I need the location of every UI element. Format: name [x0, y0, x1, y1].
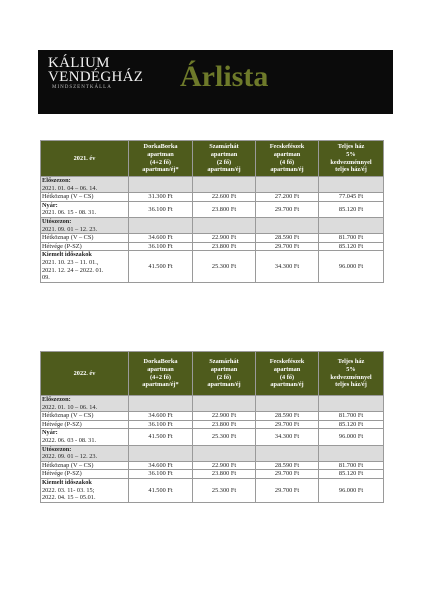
- table-row: [41, 217, 384, 233]
- column-header-fecskefeszek: Fecskefészek apartman (4 fő) apartman/éj: [256, 352, 319, 396]
- price-cell: 96.000 Ft: [319, 251, 384, 282]
- column-header-dorkaborka: DorkaBorka apartman (4+2 fő) apartman/éj*: [129, 352, 193, 396]
- period-label: [41, 193, 129, 202]
- table-row: [41, 412, 384, 421]
- price-cell: 28.590 Ft: [256, 412, 319, 421]
- price-cell: 36.100 Ft: [129, 470, 193, 479]
- price-cell: [256, 217, 319, 233]
- price-cell: [193, 396, 256, 412]
- period-text: Hétvége (P-SZ): [42, 470, 82, 478]
- period-label: [41, 420, 129, 429]
- period-label: [41, 201, 129, 217]
- price-cell: 77.045 Ft: [319, 193, 384, 202]
- price-cell: 31.300 Ft: [129, 193, 193, 202]
- price-cell: [193, 445, 256, 461]
- season-name: Utószezon:: [42, 445, 72, 453]
- period-label: [41, 429, 129, 445]
- table-row: [41, 251, 384, 282]
- logo-subtitle: MINDSZENTKÁLLA: [52, 85, 112, 90]
- table-row: [41, 445, 384, 461]
- column-header-dorkaborka: DorkaBorka apartman (4+2 fő) apartman/éj*: [129, 141, 193, 177]
- table-row: [41, 478, 384, 502]
- period-label: [41, 461, 129, 470]
- period-label: [41, 242, 129, 251]
- period-text: 2021. 12. 24 – 2022. 01.: [42, 266, 104, 274]
- price-cell: 96.000 Ft: [319, 429, 384, 445]
- price-cell: 23.800 Ft: [193, 201, 256, 217]
- price-cell: 85.120 Ft: [319, 470, 384, 479]
- table-row: [41, 420, 384, 429]
- table-row: [41, 177, 384, 193]
- price-cell: 22.900 Ft: [193, 461, 256, 470]
- price-cell: 41.500 Ft: [129, 478, 193, 502]
- year-header: 2022. év: [41, 352, 129, 396]
- period-label: [41, 217, 129, 233]
- price-cell: 34.600 Ft: [129, 412, 193, 421]
- period-label: [41, 234, 129, 243]
- price-cell: 25.300 Ft: [193, 429, 256, 445]
- column-header-teljes-haz: Teljes ház 5% kedvezménnyel teljes ház/éj: [319, 141, 384, 177]
- table-row: [41, 470, 384, 479]
- period-text: 2021. 01. 04 – 06. 14.: [42, 184, 98, 192]
- period-text: Hétköznap (V – CS): [42, 193, 94, 201]
- period-text: 2022. 03. 11- 03. 15;: [42, 486, 95, 494]
- table-row: [41, 396, 384, 412]
- price-cell: 23.800 Ft: [193, 242, 256, 251]
- season-name: Előszezon:: [42, 177, 71, 184]
- price-cell: 34.600 Ft: [129, 234, 193, 243]
- price-cell: [256, 445, 319, 461]
- price-cell: 22.900 Ft: [193, 412, 256, 421]
- year-header: 2021. év: [41, 141, 129, 177]
- rows-2021: [41, 177, 384, 283]
- price-cell: 28.590 Ft: [256, 234, 319, 243]
- table-header-row: [41, 141, 384, 177]
- price-cell: [129, 445, 193, 461]
- page-title: Árlista: [180, 60, 269, 93]
- logo: [48, 56, 143, 84]
- price-cell: 22.900 Ft: [193, 234, 256, 243]
- price-cell: 41.500 Ft: [129, 429, 193, 445]
- price-cell: [193, 177, 256, 193]
- price-cell: 22.600 Ft: [193, 193, 256, 202]
- price-cell: 29.700 Ft: [256, 420, 319, 429]
- column-header-szamarhat: Szamárhát apartman (2 fő) apartman/éj: [193, 141, 256, 177]
- price-cell: 29.700 Ft: [256, 470, 319, 479]
- period-text: Hétköznap (V – CS): [42, 234, 94, 242]
- table-row: [41, 461, 384, 470]
- logo-line-1: KÁLIUM: [48, 55, 110, 71]
- price-cell: [319, 396, 384, 412]
- period-text: 2022. 09. 01 – 12. 23.: [42, 453, 98, 461]
- period-text: Hétvége (P-SZ): [42, 420, 82, 428]
- period-label: [41, 470, 129, 479]
- season-name: Kiemelt időszakok: [42, 478, 92, 486]
- price-cell: 85.120 Ft: [319, 420, 384, 429]
- price-cell: [129, 177, 193, 193]
- period-label: [41, 478, 129, 502]
- season-name: Nyár:: [42, 201, 58, 209]
- period-text: 2021. 06. 15 - 08. 31.: [42, 209, 97, 217]
- period-text: Hétköznap (V – CS): [42, 461, 94, 469]
- logo-line-2: VENDÉGHÁZ: [48, 69, 144, 85]
- price-cell: 81.700 Ft: [319, 412, 384, 421]
- period-label: [41, 445, 129, 461]
- price-cell: 85.120 Ft: [319, 201, 384, 217]
- price-cell: 36.100 Ft: [129, 242, 193, 251]
- price-cell: 36.100 Ft: [129, 201, 193, 217]
- price-cell: [319, 217, 384, 233]
- price-cell: [319, 177, 384, 193]
- price-cell: 34.300 Ft: [256, 429, 319, 445]
- price-cell: [129, 396, 193, 412]
- price-cell: 85.120 Ft: [319, 242, 384, 251]
- price-table-2021: [40, 140, 384, 283]
- period-label: [41, 251, 129, 282]
- table-row: [41, 234, 384, 243]
- table-row: [41, 193, 384, 202]
- price-cell: 27.200 Ft: [256, 193, 319, 202]
- table-row: [41, 201, 384, 217]
- price-cell: [256, 396, 319, 412]
- period-text: Hétköznap (V – CS): [42, 412, 94, 420]
- table-row: [41, 242, 384, 251]
- price-cell: 23.800 Ft: [193, 420, 256, 429]
- price-cell: 29.700 Ft: [256, 478, 319, 502]
- price-cell: 34.300 Ft: [256, 251, 319, 282]
- period-label: [41, 177, 129, 193]
- season-name: Nyár:: [42, 429, 58, 437]
- price-table-2022: [40, 351, 384, 503]
- period-text: Hétvége (P-SZ): [42, 242, 82, 250]
- price-cell: 81.700 Ft: [319, 234, 384, 243]
- period-text: 2022. 01. 10 – 06. 14.: [42, 403, 98, 411]
- price-cell: 23.800 Ft: [193, 470, 256, 479]
- period-text: 2021. 09. 01 – 12. 23.: [42, 225, 98, 233]
- price-cell: [256, 177, 319, 193]
- period-label: [41, 412, 129, 421]
- period-text: 09.: [42, 274, 50, 282]
- season-name: Utószezon:: [42, 217, 72, 225]
- price-cell: 29.700 Ft: [256, 242, 319, 251]
- price-cell: 81.700 Ft: [319, 461, 384, 470]
- price-cell: 41.500 Ft: [129, 251, 193, 282]
- season-name: Kiemelt időszakok: [42, 251, 92, 259]
- season-name: Előszezon:: [42, 396, 71, 403]
- price-cell: [129, 217, 193, 233]
- price-cell: 96.000 Ft: [319, 478, 384, 502]
- rows-2022: [41, 396, 384, 503]
- table-header-row: [41, 352, 384, 396]
- price-cell: 25.300 Ft: [193, 251, 256, 282]
- column-header-szamarhat: Szamárhát apartman (2 fő) apartman/éj: [193, 352, 256, 396]
- price-cell: 36.100 Ft: [129, 420, 193, 429]
- period-text: 2022. 04. 15 – 05.01.: [42, 494, 96, 502]
- price-cell: [193, 217, 256, 233]
- period-text: 2022. 06. 03 - 08. 31.: [42, 436, 97, 444]
- price-cell: 34.600 Ft: [129, 461, 193, 470]
- price-cell: 28.590 Ft: [256, 461, 319, 470]
- period-label: [41, 396, 129, 412]
- column-header-teljes-haz: Teljes ház 5% kedvezménnyel teljes ház/éj: [319, 352, 384, 396]
- table-row: [41, 429, 384, 445]
- price-cell: [319, 445, 384, 461]
- price-cell: 29.700 Ft: [256, 201, 319, 217]
- price-cell: 25.300 Ft: [193, 478, 256, 502]
- period-text: 2021. 10. 23 – 11. 01.,: [42, 258, 99, 266]
- column-header-fecskefeszek: Fecskefészek apartman (4 fő) apartman/éj: [256, 141, 319, 177]
